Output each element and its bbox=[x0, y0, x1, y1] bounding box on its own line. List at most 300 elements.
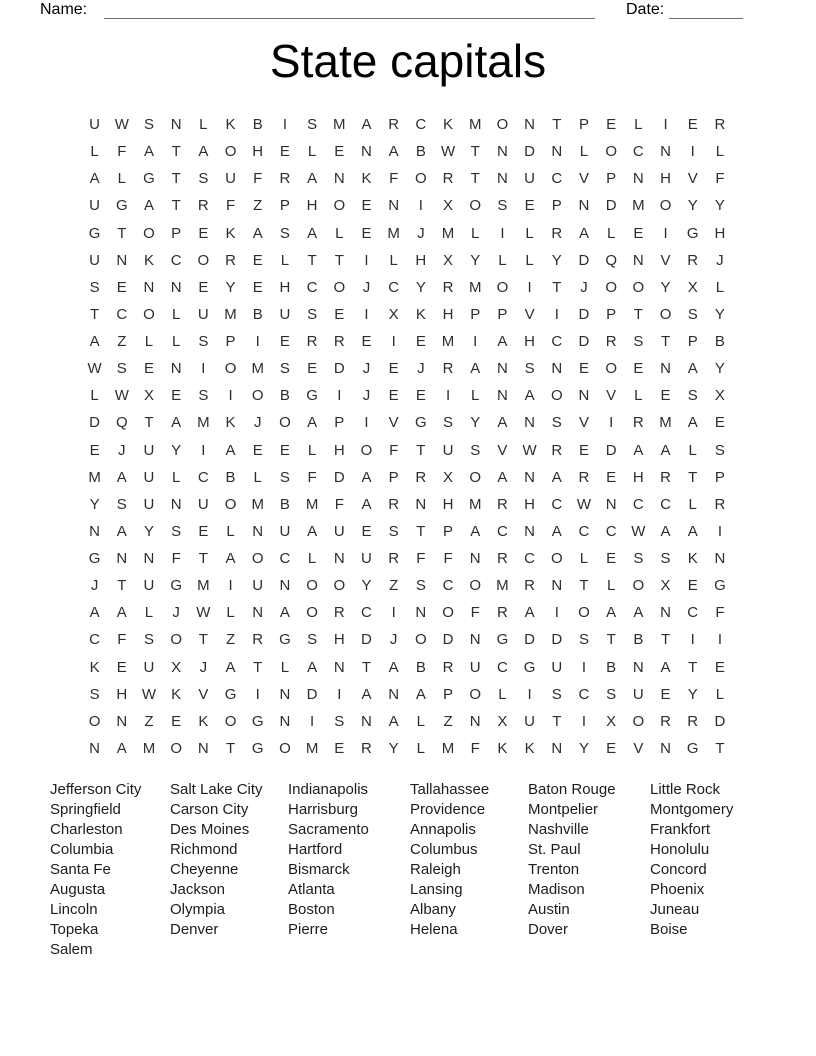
grid-letter: S bbox=[660, 550, 671, 568]
grid-letter: O bbox=[659, 305, 672, 323]
word-item: Olympia bbox=[170, 901, 226, 918]
grid-letter: F bbox=[715, 604, 725, 622]
grid-letter: R bbox=[415, 468, 427, 486]
grid-letter: S bbox=[388, 522, 399, 540]
grid-letter: U bbox=[551, 658, 563, 676]
grid-letter: A bbox=[524, 604, 535, 622]
word-item: Madison bbox=[528, 881, 585, 898]
grid-letter: N bbox=[252, 604, 264, 622]
grid-letter: J bbox=[362, 387, 371, 405]
grid-letter: G bbox=[686, 224, 699, 242]
grid-letter: I bbox=[717, 631, 722, 649]
grid-letter: T bbox=[90, 305, 100, 323]
grid-row bbox=[81, 328, 734, 355]
grid-letter: I bbox=[391, 604, 396, 622]
grid-letter: V bbox=[660, 251, 671, 269]
grid-letter: N bbox=[660, 739, 671, 757]
grid-letter: E bbox=[660, 685, 671, 703]
word-item: Dover bbox=[528, 921, 569, 938]
grid-letter: E bbox=[116, 658, 127, 676]
grid-letter: P bbox=[171, 224, 182, 242]
grid-letter: Q bbox=[115, 414, 128, 432]
grid-letter: R bbox=[687, 712, 699, 730]
word-item: Lansing bbox=[410, 881, 463, 898]
grid-letter: A bbox=[171, 414, 182, 432]
grid-letter: I bbox=[473, 333, 478, 351]
grid-letter: O bbox=[143, 224, 155, 242]
grid-letter: E bbox=[524, 197, 535, 215]
grid-letter: K bbox=[225, 414, 236, 432]
grid-letter: Q bbox=[605, 251, 617, 269]
word-item: Tallahassee bbox=[410, 781, 490, 798]
grid-letter: J bbox=[417, 360, 425, 378]
grid-letter: T bbox=[171, 197, 181, 215]
grid-letter: U bbox=[279, 522, 291, 540]
grid-letter: N bbox=[361, 143, 372, 161]
grid-letter: L bbox=[606, 224, 616, 242]
grid-letter: N bbox=[170, 278, 182, 296]
word-item: Nashville bbox=[528, 821, 589, 838]
grid-letter: Y bbox=[714, 360, 725, 378]
grid-letter: S bbox=[497, 197, 508, 215]
grid-letter: A bbox=[225, 658, 236, 676]
grid-letter: D bbox=[361, 631, 372, 649]
grid-letter: O bbox=[469, 685, 482, 703]
grid-letter: S bbox=[279, 224, 290, 242]
grid-letter: O bbox=[251, 550, 264, 568]
grid-letter: C bbox=[170, 251, 182, 269]
grid-letter: U bbox=[197, 305, 209, 323]
grid-letter: G bbox=[115, 197, 128, 215]
grid-letter: O bbox=[333, 577, 346, 595]
grid-letter: R bbox=[442, 658, 454, 676]
grid-letter: O bbox=[469, 197, 482, 215]
grid-letter: E bbox=[415, 333, 426, 351]
word-item: Columbus bbox=[410, 841, 478, 858]
grid-letter: G bbox=[279, 631, 291, 649]
grid-letter: O bbox=[469, 577, 482, 595]
grid-letter: M bbox=[251, 360, 264, 378]
grid-letter: H bbox=[279, 278, 291, 296]
grid-letter: C bbox=[442, 577, 454, 595]
grid-letter: L bbox=[498, 251, 507, 269]
grid-letter: Y bbox=[578, 739, 589, 757]
grid-letter: N bbox=[551, 739, 563, 757]
grid-letter: B bbox=[279, 495, 290, 513]
grid-letter: A bbox=[116, 604, 127, 622]
grid-letter: L bbox=[634, 116, 643, 134]
grid-letter: D bbox=[524, 631, 536, 649]
grid-letter: L bbox=[471, 387, 480, 405]
grid-letter: L bbox=[416, 712, 426, 730]
word-item: Augusta bbox=[50, 881, 106, 898]
grid-letter: W bbox=[114, 387, 129, 405]
word-item: Charleston bbox=[50, 821, 123, 838]
word-item: Montgomery bbox=[650, 801, 734, 818]
grid-letter: D bbox=[605, 197, 617, 215]
grid-letter: R bbox=[714, 495, 726, 513]
grid-letter: U bbox=[143, 577, 155, 595]
grid-letter: N bbox=[469, 712, 481, 730]
grid-letter: L bbox=[579, 550, 589, 568]
grid-row bbox=[81, 735, 734, 762]
grid-letter: J bbox=[580, 278, 588, 296]
grid-letter: L bbox=[498, 685, 507, 703]
grid-letter: X bbox=[171, 658, 182, 676]
grid-letter: R bbox=[333, 333, 345, 351]
grid-letter: J bbox=[417, 224, 425, 242]
grid-letter: U bbox=[89, 251, 101, 269]
grid-letter: O bbox=[279, 414, 291, 432]
grid-letter: K bbox=[415, 305, 426, 323]
grid-letter: B bbox=[714, 333, 725, 351]
grid-letter: E bbox=[116, 278, 127, 296]
grid-letter: A bbox=[415, 685, 426, 703]
grid-letter: B bbox=[606, 658, 617, 676]
grid-letter: W bbox=[576, 495, 592, 513]
grid-letter: W bbox=[87, 360, 102, 378]
grid-letter: A bbox=[660, 522, 671, 540]
grid-letter: P bbox=[497, 305, 508, 323]
grid-letter: T bbox=[225, 739, 236, 757]
grid-letter: O bbox=[279, 739, 291, 757]
grid-letter: W bbox=[141, 685, 157, 703]
grid-letter: E bbox=[606, 550, 617, 568]
grid-letter: V bbox=[633, 739, 644, 757]
grid-letter: G bbox=[714, 577, 726, 595]
grid-letter: I bbox=[527, 278, 532, 296]
grid-letter: J bbox=[118, 441, 126, 459]
grid-letter: L bbox=[171, 468, 181, 486]
grid-letter: T bbox=[198, 550, 208, 568]
grid-letter: L bbox=[171, 305, 181, 323]
grid-letter: J bbox=[716, 251, 724, 269]
grid-letter: R bbox=[388, 550, 400, 568]
word-item: Pierre bbox=[288, 921, 329, 938]
grid-letter: E bbox=[415, 387, 426, 405]
grid-letter: R bbox=[442, 360, 454, 378]
grid-letter: T bbox=[688, 658, 698, 676]
grid-letter: L bbox=[307, 143, 317, 161]
grid-letter: I bbox=[337, 387, 342, 405]
grid-letter: C bbox=[632, 143, 644, 161]
word-item: Albany bbox=[410, 901, 456, 918]
grid-letter: S bbox=[171, 522, 182, 540]
grid-letter: M bbox=[441, 739, 455, 757]
word-item: Frankfort bbox=[650, 821, 711, 838]
grid-letter: A bbox=[225, 550, 236, 568]
grid-row bbox=[81, 518, 734, 545]
grid-row bbox=[81, 681, 734, 708]
grid-letter: T bbox=[117, 577, 127, 595]
grid-row bbox=[81, 572, 734, 599]
grid-letter: O bbox=[578, 604, 590, 622]
grid-letter: O bbox=[605, 360, 617, 378]
grid-letter: N bbox=[170, 360, 182, 378]
grid-letter: O bbox=[360, 441, 373, 459]
grid-letter: E bbox=[307, 360, 318, 378]
word-item: Harrisburg bbox=[288, 801, 359, 818]
grid-letter: A bbox=[116, 468, 127, 486]
grid-letter: I bbox=[554, 305, 559, 323]
grid-letter: M bbox=[387, 224, 400, 242]
grid-letter: I bbox=[690, 143, 695, 161]
grid-letter: L bbox=[90, 387, 99, 405]
grid-letter: W bbox=[196, 604, 211, 622]
grid-letter: J bbox=[90, 577, 99, 595]
grid-letter: N bbox=[524, 522, 536, 540]
word-item: Sacramento bbox=[288, 821, 369, 838]
grid-letter: A bbox=[551, 522, 562, 540]
grid-letter: Z bbox=[144, 712, 154, 730]
grid-letter: A bbox=[524, 387, 535, 405]
grid-letter: N bbox=[496, 387, 508, 405]
grid-letter: P bbox=[279, 197, 290, 215]
grid-letter: S bbox=[307, 116, 318, 134]
grid-letter: E bbox=[198, 224, 209, 242]
grid-letter: A bbox=[143, 197, 154, 215]
grid-letter: S bbox=[687, 305, 698, 323]
grid-letter: C bbox=[388, 278, 400, 296]
grid-letter: D bbox=[442, 631, 454, 649]
grid-letter: A bbox=[116, 739, 127, 757]
grid-letter: S bbox=[279, 360, 290, 378]
grid-letter: T bbox=[171, 170, 181, 188]
grid-letter: B bbox=[633, 631, 644, 649]
grid-letter: J bbox=[172, 604, 180, 622]
grid-letter: S bbox=[687, 387, 698, 405]
grid-letter: O bbox=[197, 251, 210, 269]
grid-letter: H bbox=[714, 224, 726, 242]
grid-letter: A bbox=[633, 441, 644, 459]
grid-letter: X bbox=[388, 305, 399, 323]
grid-letter: U bbox=[469, 658, 481, 676]
grid-letter: N bbox=[116, 712, 128, 730]
grid-letter: U bbox=[143, 658, 155, 676]
grid-letter: B bbox=[415, 658, 426, 676]
grid-letter: D bbox=[89, 414, 101, 432]
name-label: Name: bbox=[40, 1, 88, 18]
grid-letter: P bbox=[714, 468, 725, 486]
grid-letter: N bbox=[524, 468, 536, 486]
word-list-column bbox=[170, 780, 263, 940]
grid-letter: R bbox=[333, 604, 345, 622]
grid-letter: N bbox=[496, 170, 508, 188]
grid-letter: H bbox=[524, 333, 536, 351]
word-item: Indianapolis bbox=[288, 781, 369, 798]
grid-letter: K bbox=[198, 712, 209, 730]
grid-letter: A bbox=[633, 604, 644, 622]
grid-letter: R bbox=[660, 468, 671, 486]
grid-letter: S bbox=[143, 116, 154, 134]
grid-letter: N bbox=[388, 197, 400, 215]
grid-letter: G bbox=[496, 631, 509, 649]
grid-letter: T bbox=[660, 631, 671, 649]
word-item: Boise bbox=[650, 921, 688, 938]
grid-letter: K bbox=[89, 658, 100, 676]
grid-letter: P bbox=[606, 170, 617, 188]
date-label: Date: bbox=[626, 1, 665, 18]
grid-letter: E bbox=[171, 712, 182, 730]
word-list bbox=[50, 780, 780, 965]
grid-letter: I bbox=[663, 116, 668, 134]
grid-letter: U bbox=[361, 550, 372, 568]
grid-letter: I bbox=[337, 685, 342, 703]
grid-letter: N bbox=[632, 658, 644, 676]
grid-letter: T bbox=[171, 143, 181, 161]
grid-letter: V bbox=[578, 414, 589, 432]
grid-letter: R bbox=[388, 116, 400, 134]
grid-letter: N bbox=[333, 550, 345, 568]
grid-letter: M bbox=[333, 116, 346, 134]
grid-letter: K bbox=[497, 739, 508, 757]
grid-letter: T bbox=[688, 468, 698, 486]
grid-letter: E bbox=[361, 197, 372, 215]
grid-letter: O bbox=[442, 604, 454, 622]
grid-letter: H bbox=[116, 685, 128, 703]
grid-letter: C bbox=[279, 550, 291, 568]
grid-letter: X bbox=[443, 197, 454, 215]
grid-letter: S bbox=[443, 414, 454, 432]
grid-letter: A bbox=[497, 414, 508, 432]
grid-letter: M bbox=[441, 224, 455, 242]
grid-letter: D bbox=[714, 712, 726, 730]
grid-letter: F bbox=[416, 550, 426, 568]
grid-letter: T bbox=[552, 278, 562, 296]
word-item: Springfield bbox=[50, 801, 121, 818]
grid-letter: A bbox=[687, 360, 698, 378]
grid-letter: E bbox=[361, 224, 372, 242]
grid-letter: N bbox=[279, 712, 291, 730]
grid-letter: E bbox=[334, 143, 345, 161]
grid-letter: V bbox=[578, 170, 589, 188]
grid-letter: N bbox=[279, 685, 291, 703]
grid-row bbox=[81, 626, 734, 653]
grid-letter: N bbox=[660, 360, 671, 378]
grid-row bbox=[81, 247, 734, 274]
grid-letter: O bbox=[170, 739, 182, 757]
grid-letter: M bbox=[224, 305, 237, 323]
grid-letter: S bbox=[334, 712, 345, 730]
grid-letter: A bbox=[279, 604, 290, 622]
grid-letter: I bbox=[228, 577, 233, 595]
grid-letter: H bbox=[632, 468, 644, 486]
grid-letter: W bbox=[522, 441, 537, 459]
grid-letter: G bbox=[251, 739, 264, 757]
grid-letter: X bbox=[443, 468, 454, 486]
grid-letter: A bbox=[578, 224, 589, 242]
grid-letter: N bbox=[632, 251, 644, 269]
grid-letter: I bbox=[418, 197, 423, 215]
grid-letter: E bbox=[171, 387, 182, 405]
grid-letter: R bbox=[388, 495, 400, 513]
grid-letter: E bbox=[143, 360, 154, 378]
grid-letter: R bbox=[197, 197, 209, 215]
grid-letter: Y bbox=[415, 278, 426, 296]
grid-letter: D bbox=[333, 468, 345, 486]
grid-letter: A bbox=[198, 143, 209, 161]
grid-letter: O bbox=[659, 197, 672, 215]
grid-letter: S bbox=[524, 360, 535, 378]
grid-letter: F bbox=[225, 197, 236, 215]
grid-letter: S bbox=[198, 333, 209, 351]
grid-letter: I bbox=[201, 441, 206, 459]
grid-letter: T bbox=[361, 658, 372, 676]
grid-letter: N bbox=[578, 197, 590, 215]
grid-letter: C bbox=[687, 604, 699, 622]
grid-letter: H bbox=[442, 495, 454, 513]
grid-letter: N bbox=[632, 170, 644, 188]
grid-letter: Y bbox=[361, 577, 372, 595]
grid-letter: S bbox=[279, 468, 290, 486]
grid-letter: F bbox=[389, 441, 399, 459]
grid-letter: A bbox=[307, 224, 318, 242]
grid-letter: D bbox=[605, 441, 617, 459]
grid-letter: F bbox=[307, 468, 317, 486]
grid-letter: G bbox=[523, 658, 536, 676]
grid-letter: G bbox=[415, 414, 427, 432]
grid-letter: U bbox=[197, 495, 209, 513]
grid-letter: C bbox=[89, 631, 101, 649]
grid-letter: R bbox=[442, 278, 454, 296]
grid-letter: L bbox=[606, 577, 616, 595]
grid-letter: A bbox=[660, 441, 671, 459]
grid-letter: J bbox=[253, 414, 262, 432]
grid-letter: I bbox=[690, 631, 695, 649]
grid-letter: L bbox=[688, 495, 697, 513]
grid-letter: D bbox=[306, 685, 318, 703]
grid-letter: N bbox=[605, 495, 617, 513]
grid-letter: I bbox=[310, 712, 315, 730]
grid-letter: R bbox=[687, 251, 699, 269]
word-item: Lincoln bbox=[50, 901, 98, 918]
grid-letter: B bbox=[225, 468, 236, 486]
grid-letter: L bbox=[280, 251, 290, 269]
grid-letter: S bbox=[307, 631, 318, 649]
grid-letter: S bbox=[551, 414, 562, 432]
grid-letter: D bbox=[524, 143, 536, 161]
grid-letter: N bbox=[116, 550, 128, 568]
grid-letter: S bbox=[578, 631, 589, 649]
grid-letter: R bbox=[524, 577, 536, 595]
grid-row bbox=[81, 355, 734, 382]
grid-letter: L bbox=[226, 522, 235, 540]
grid-letter: R bbox=[551, 224, 563, 242]
word-item: Providence bbox=[410, 801, 486, 818]
grid-letter: E bbox=[606, 739, 617, 757]
grid-letter: A bbox=[89, 333, 100, 351]
grid-letter: E bbox=[606, 468, 617, 486]
grid-letter: A bbox=[89, 604, 100, 622]
grid-letter: A bbox=[361, 495, 372, 513]
grid-letter: E bbox=[198, 278, 209, 296]
grid-letter: U bbox=[524, 170, 536, 188]
grid-row bbox=[81, 654, 734, 681]
grid-letter: H bbox=[333, 441, 345, 459]
grid-letter: M bbox=[659, 414, 672, 432]
grid-letter: M bbox=[88, 468, 101, 486]
word-item: Baton Rouge bbox=[528, 781, 616, 798]
grid-letter: M bbox=[468, 278, 482, 296]
grid-letter: G bbox=[306, 387, 318, 405]
word-item: Juneau bbox=[650, 901, 700, 918]
grid-letter: N bbox=[388, 685, 400, 703]
grid-letter: D bbox=[551, 631, 563, 649]
grid-letter: K bbox=[225, 116, 236, 134]
word-list-column bbox=[410, 780, 489, 940]
grid-letter: I bbox=[717, 522, 722, 540]
grid-letter: P bbox=[470, 305, 481, 323]
